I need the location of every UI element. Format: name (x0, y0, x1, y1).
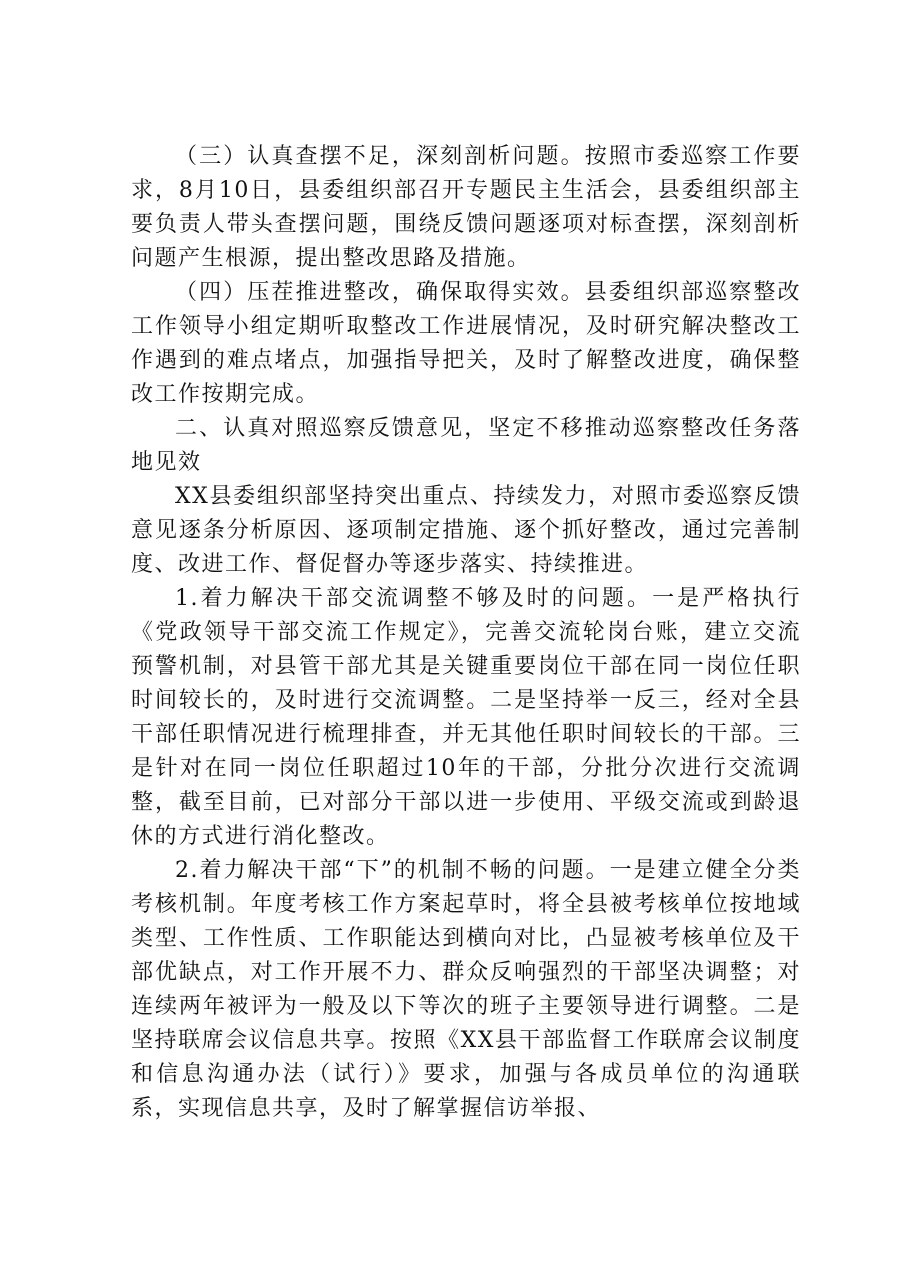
paragraph-item-two: 2.着力解决干部“下”的机制不畅的问题。一是建立健全分类考核机制。年度考核工作方案起草时，将全县被考核单位按地域类型、工作性质、工作职能达到横向对比，凸显被考核单位及干部优缺点，对工作开展不力、群众反响强烈的干部坚决调整；对连续两年被评为一般及以下等次的班子主要领导进行调整。二是坚持联席会议信息共享。按照《XX县干部监督工作联席会议制度和信息沟通办法（试行）》要求，加强与各成员单位的沟通联系，实现信息共享，及时了解掌握信访举报、 (131, 858, 801, 1121)
paragraph-intro: XX县委组织部坚持突出重点、持续发力，对照市委巡察反馈意见逐条分析原因、逐项制定措施、逐个抓好整改，通过完善制度、改进工作、督促督办等逐步落实、持续推进。 (131, 484, 801, 577)
heading-part-two: 二、认真对照巡察反馈意见，坚定不移推动巡察整改任务落地见效 (131, 416, 801, 475)
paragraph-item-one: 1.着力解决干部交流调整不够及时的问题。一是严格执行《党政领导干部交流工作规定》，完善交流轮岗台账，建立交流预警机制，对县管干部尤其是关键重要岗位干部在同一岗位任职时间较长的，及时进行交流调整。二是坚持举一反三，经对全县干部任职情况进行梳理排查，并无其他任职时间较长的干部。三是针对在同一岗位任职超过10年的干部，分批分次进行交流调整，截至目前，已对部分干部以进一步使用、平级交流或到龄退休的方式进行消化整改。 (131, 586, 801, 849)
paragraph-section-four: （四）压茬推进整改，确保取得实效。县委组织部巡察整改工作领导小组定期听取整改工作进展情况，及时研究解决整改工作遇到的难点堵点，加强指导把关，及时了解整改进度，确保整改工作按期完成。 (131, 280, 801, 407)
paragraph-section-three: （三）认真查摆不足，深刻剖析问题。按照市委巡察工作要求，8月10日，县委组织部召开专题民主生活会，县委组织部主要负责人带头查摆问题，围绕反馈问题逐项对标查摆，深刻剖析问题产生根源，提出整改思路及措施。 (131, 144, 801, 271)
document-body (131, 140, 801, 1126)
